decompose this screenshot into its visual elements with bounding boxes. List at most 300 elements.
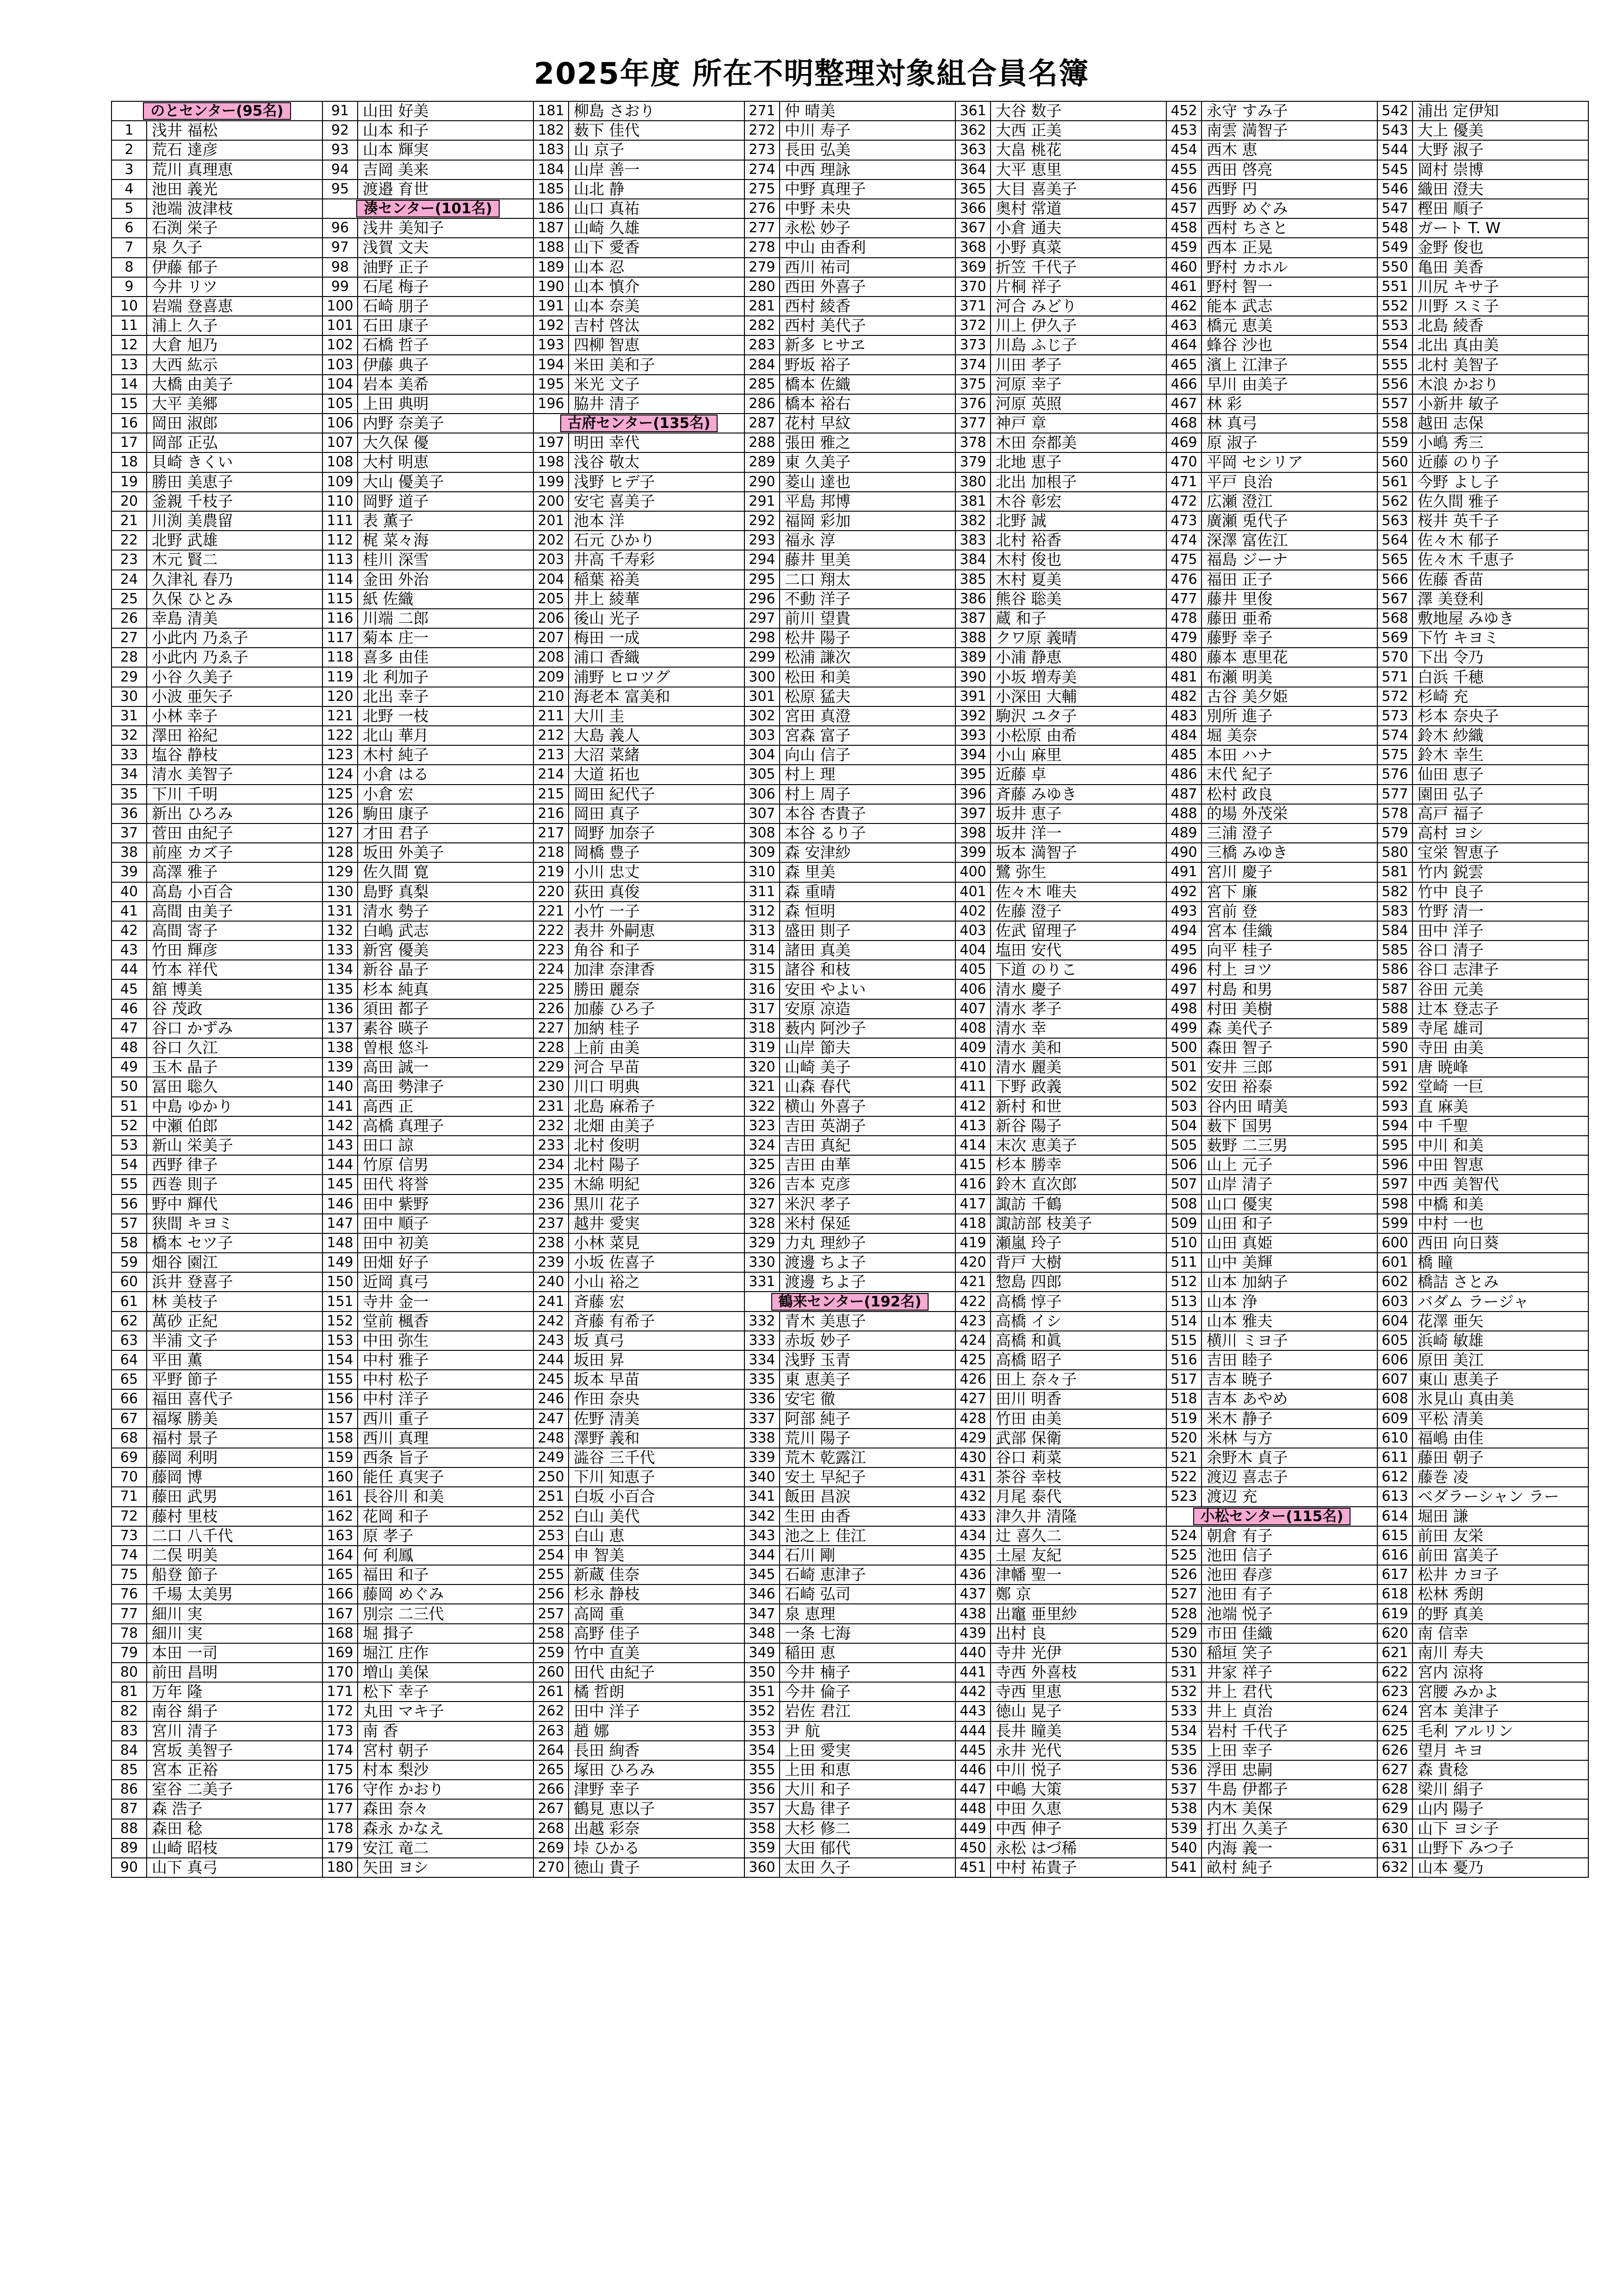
- member-name: 西巻 則子: [147, 1175, 322, 1194]
- member-number: 121: [322, 706, 358, 726]
- member-name: 野中 輝代: [147, 1194, 322, 1214]
- member-number: 488: [1166, 804, 1202, 823]
- member-name: 塩田 安代: [991, 941, 1166, 960]
- member-name: 井上 君代: [1202, 1682, 1377, 1702]
- member-number: 577: [1377, 785, 1412, 804]
- member-name: 福田 和子: [358, 1565, 533, 1584]
- roster-row: [112, 1116, 1588, 1136]
- member-number: 624: [1377, 1702, 1412, 1721]
- member-number: 110: [322, 492, 358, 511]
- member-number: 40: [112, 882, 147, 902]
- member-number: 264: [533, 1741, 569, 1760]
- member-number: 31: [112, 706, 147, 726]
- member-name: 玉木 晶子: [147, 1058, 322, 1077]
- member-name: 牛島 伊都子: [1202, 1780, 1377, 1799]
- member-name: 松井 陽子: [780, 628, 955, 648]
- member-number: 47: [112, 1019, 147, 1038]
- member-number: 413: [955, 1116, 991, 1136]
- member-number: 503: [1166, 1097, 1202, 1116]
- member-name: 前田 友栄: [1412, 1526, 1588, 1546]
- member-name: 木村 純子: [358, 745, 533, 765]
- member-number: 132: [322, 921, 358, 941]
- member-name: 脇井 清子: [569, 394, 744, 414]
- member-name: 西田 向日葵: [1412, 1233, 1588, 1253]
- member-number: 378: [955, 433, 991, 452]
- member-name: 北島 綾香: [1412, 316, 1588, 335]
- member-number: 59: [112, 1253, 147, 1272]
- member-number: 517: [1166, 1370, 1202, 1389]
- member-name: バダム ラージャ: [1412, 1292, 1588, 1311]
- member-number: 353: [744, 1721, 780, 1741]
- member-name: 小松原 由希: [991, 726, 1166, 745]
- member-name: 高西 正: [358, 1097, 533, 1116]
- member-number: 603: [1377, 1292, 1412, 1311]
- roster-row: [112, 1643, 1588, 1663]
- member-number: 543: [1377, 121, 1412, 140]
- member-name: 田中 洋子: [569, 1702, 744, 1721]
- member-number: 75: [112, 1565, 147, 1584]
- member-name: 廣瀬 兎代子: [1202, 511, 1377, 531]
- member-number: 452: [1166, 101, 1202, 121]
- member-name: 大畠 桃花: [991, 140, 1166, 160]
- member-number: 282: [744, 316, 780, 335]
- member-number: 291: [744, 492, 780, 511]
- member-number: 203: [533, 550, 569, 569]
- member-name: 加津 奈津香: [569, 960, 744, 979]
- member-name: 西村 ちさと: [1202, 218, 1377, 238]
- member-name: 内木 美保: [1202, 1799, 1377, 1819]
- member-name: 北野 一枝: [358, 706, 533, 726]
- member-number: 341: [744, 1487, 780, 1506]
- member-name: 竹原 信男: [358, 1155, 533, 1175]
- member-name: 安井 三郎: [1202, 1058, 1377, 1077]
- member-number: 410: [955, 1058, 991, 1077]
- member-name: 坂本 早苗: [569, 1370, 744, 1389]
- roster-row: [112, 218, 1588, 238]
- member-name: 前田 富美子: [1412, 1546, 1588, 1565]
- member-number: 529: [1166, 1624, 1202, 1643]
- member-name: 花澤 亜矢: [1412, 1312, 1588, 1331]
- member-number: 217: [533, 823, 569, 843]
- roster-row: [112, 355, 1588, 374]
- roster-row: [112, 1370, 1588, 1389]
- member-number: 598: [1377, 1194, 1412, 1214]
- member-number: 471: [1166, 472, 1202, 492]
- roster-row: [112, 1663, 1588, 1682]
- member-number: 325: [744, 1155, 780, 1175]
- member-number: 44: [112, 960, 147, 979]
- roster-row: [112, 1526, 1588, 1546]
- member-number: 136: [322, 999, 358, 1019]
- member-name: 中田 智恵: [1412, 1155, 1588, 1175]
- member-number: 626: [1377, 1741, 1412, 1760]
- center-header-label: 小松センター(115名): [1193, 1508, 1351, 1525]
- member-number: 204: [533, 570, 569, 589]
- member-number: 465: [1166, 355, 1202, 374]
- member-number: 300: [744, 667, 780, 687]
- member-number: 278: [744, 238, 780, 257]
- member-name: 岡村 崇博: [1412, 160, 1588, 179]
- member-number: 309: [744, 843, 780, 862]
- member-number: 619: [1377, 1604, 1412, 1623]
- member-number: 166: [322, 1584, 358, 1604]
- member-number: 103: [322, 355, 358, 374]
- member-name: 向平 桂子: [1202, 941, 1377, 960]
- roster-row: [112, 394, 1588, 414]
- member-number: 251: [533, 1487, 569, 1506]
- member-name: 清水 勢子: [358, 902, 533, 921]
- member-name: 平戸 良治: [1202, 472, 1377, 492]
- member-number: 409: [955, 1038, 991, 1058]
- member-number: 196: [533, 394, 569, 414]
- member-number: 216: [533, 804, 569, 823]
- member-number: 615: [1377, 1526, 1412, 1546]
- member-name: 大川 圭: [569, 706, 744, 726]
- member-name: 諏訪部 枝美子: [991, 1214, 1166, 1233]
- member-number: 407: [955, 999, 991, 1019]
- member-number: 587: [1377, 979, 1412, 999]
- member-number: 531: [1166, 1663, 1202, 1682]
- member-name: 藤田 亜希: [1202, 609, 1377, 628]
- member-name: 小波 亜矢子: [147, 687, 322, 706]
- member-name: 長田 絢香: [569, 1741, 744, 1760]
- member-number: 612: [1377, 1467, 1412, 1487]
- member-name: 森 恒明: [780, 902, 955, 921]
- member-number: 285: [744, 375, 780, 394]
- member-number: 364: [955, 160, 991, 179]
- member-name: 中 千聖: [1412, 1116, 1588, 1136]
- member-number: 611: [1377, 1448, 1412, 1467]
- member-number: 388: [955, 628, 991, 648]
- roster-row: [112, 1565, 1588, 1584]
- member-roster-table: [111, 101, 1589, 1878]
- member-number: 574: [1377, 726, 1412, 745]
- member-number: 545: [1377, 160, 1412, 179]
- member-name: 津久井 清隆: [991, 1507, 1166, 1526]
- member-number: 164: [322, 1546, 358, 1565]
- roster-row: [112, 1058, 1588, 1077]
- member-number: 372: [955, 316, 991, 335]
- member-number: 95: [322, 179, 358, 199]
- roster-row: [112, 511, 1588, 531]
- member-number: 138: [322, 1038, 358, 1058]
- roster-row: [112, 1155, 1588, 1175]
- member-name: 細川 実: [147, 1624, 322, 1643]
- member-name: 安原 凉造: [780, 999, 955, 1019]
- member-name: 北出 真由美: [1412, 335, 1588, 355]
- member-name: 尹 航: [780, 1721, 955, 1741]
- member-name: 新多 ヒサヱ: [780, 335, 955, 355]
- member-name: 金野 俊也: [1412, 238, 1588, 257]
- member-number: 499: [1166, 1019, 1202, 1038]
- roster-row: [112, 941, 1588, 960]
- member-name: 荒川 真理恵: [147, 160, 322, 179]
- member-name: 谷田 元美: [1412, 979, 1588, 999]
- member-name: 白浜 千穂: [1412, 667, 1588, 687]
- member-name: 白坂 小百合: [569, 1487, 744, 1506]
- member-name: 松田 和美: [780, 667, 955, 687]
- member-number: 618: [1377, 1584, 1412, 1604]
- member-number: 126: [322, 804, 358, 823]
- roster-row: [112, 726, 1588, 745]
- member-name: 中西 伸子: [991, 1819, 1166, 1838]
- member-number: 188: [533, 238, 569, 257]
- member-number: 257: [533, 1604, 569, 1623]
- member-name: 藤巻 凌: [1412, 1467, 1588, 1487]
- member-number: 15: [112, 394, 147, 414]
- member-number: 243: [533, 1331, 569, 1350]
- member-number: 599: [1377, 1214, 1412, 1233]
- member-number: 556: [1377, 375, 1412, 394]
- member-name: 仲 晴美: [780, 101, 955, 121]
- member-name: 伊藤 郁子: [147, 258, 322, 277]
- member-name: 西条 旨子: [358, 1448, 533, 1467]
- member-name: 菅田 由紀子: [147, 823, 322, 843]
- member-name: 毛利 アルリン: [1412, 1721, 1588, 1741]
- member-number: 572: [1377, 687, 1412, 706]
- member-name: 小山 裕之: [569, 1272, 744, 1292]
- roster-row: [112, 335, 1588, 355]
- member-name: 西野 円: [1202, 179, 1377, 199]
- member-name: 別所 進子: [1202, 706, 1377, 726]
- member-name: 大田 郁代: [780, 1838, 955, 1858]
- member-number: 155: [322, 1370, 358, 1389]
- member-number: 38: [112, 843, 147, 862]
- member-number: 53: [112, 1136, 147, 1155]
- member-name: 山下 真弓: [147, 1858, 322, 1877]
- member-number: 336: [744, 1389, 780, 1409]
- member-name: 西野 めぐみ: [1202, 199, 1377, 218]
- member-name: 池端 悦子: [1202, 1604, 1377, 1623]
- member-name: 下竹 キヨミ: [1412, 628, 1588, 648]
- member-name: 二口 八千代: [147, 1526, 322, 1546]
- member-name: 田畑 好子: [358, 1253, 533, 1272]
- member-name: 細川 実: [147, 1604, 322, 1623]
- member-number: 171: [322, 1682, 358, 1702]
- member-number: 581: [1377, 862, 1412, 882]
- member-name: 山森 春代: [780, 1077, 955, 1096]
- member-name: 南 信幸: [1412, 1624, 1588, 1643]
- member-number: 347: [744, 1604, 780, 1623]
- member-name: 後山 光子: [569, 609, 744, 628]
- roster-row: [112, 843, 1588, 862]
- member-number: 473: [1166, 511, 1202, 531]
- member-number: 397: [955, 804, 991, 823]
- member-number: 464: [1166, 335, 1202, 355]
- member-name: 浦上 久子: [147, 316, 322, 335]
- member-name: 石橋 哲子: [358, 335, 533, 355]
- member-number: 422: [955, 1292, 991, 1311]
- member-number: 457: [1166, 199, 1202, 218]
- member-name: 大谷 数子: [991, 101, 1166, 121]
- member-number: 268: [533, 1819, 569, 1838]
- member-name: 山岸 節夫: [780, 1038, 955, 1058]
- member-number: 622: [1377, 1663, 1412, 1682]
- member-name: 紙 佐織: [358, 589, 533, 609]
- member-name: 杉本 純真: [358, 979, 533, 999]
- member-number: 52: [112, 1116, 147, 1136]
- member-name: 山本 憂乃: [1412, 1858, 1588, 1877]
- member-name: 大道 拓也: [569, 765, 744, 784]
- member-number: 468: [1166, 414, 1202, 433]
- member-name: 伊藤 典子: [358, 355, 533, 374]
- roster-row: [112, 121, 1588, 140]
- member-name: 末次 恵美子: [991, 1136, 1166, 1155]
- member-number: 299: [744, 648, 780, 667]
- member-number: 210: [533, 687, 569, 706]
- member-number: 512: [1166, 1272, 1202, 1292]
- member-name: 澤田 裕紀: [147, 726, 322, 745]
- member-name: 仙田 恵子: [1412, 765, 1588, 784]
- member-number: 45: [112, 979, 147, 999]
- member-name: 市田 佳織: [1202, 1624, 1377, 1643]
- member-number: 334: [744, 1350, 780, 1370]
- member-name: 浅野 玉青: [780, 1350, 955, 1370]
- member-name: 山中 美輝: [1202, 1253, 1377, 1272]
- member-name: 安江 竜二: [358, 1838, 533, 1858]
- member-number: 231: [533, 1097, 569, 1116]
- member-name: 石崎 恵津子: [780, 1565, 955, 1584]
- member-name: 宮川 慶子: [1202, 862, 1377, 882]
- member-name: 中村 洋子: [358, 1389, 533, 1409]
- member-number: 128: [322, 843, 358, 862]
- member-name: 池田 信子: [1202, 1546, 1377, 1565]
- member-number: 518: [1166, 1389, 1202, 1409]
- member-number: 607: [1377, 1370, 1412, 1389]
- member-name: 小浦 静恵: [991, 648, 1166, 667]
- member-number: 54: [112, 1155, 147, 1175]
- roster-row: [112, 179, 1588, 199]
- member-number: 584: [1377, 921, 1412, 941]
- member-name: 表 薫子: [358, 511, 533, 531]
- member-name: 岡野 加奈子: [569, 823, 744, 843]
- member-name: 南雲 満智子: [1202, 121, 1377, 140]
- member-name: 堀 美奈: [1202, 726, 1377, 745]
- roster-row: [112, 1838, 1588, 1858]
- member-name: 直 麻美: [1412, 1097, 1588, 1116]
- member-number: 496: [1166, 960, 1202, 979]
- member-name: 佐久間 寛: [358, 862, 533, 882]
- center-header: [112, 101, 322, 121]
- roster-row: [112, 297, 1588, 316]
- member-name: 西川 祐司: [780, 258, 955, 277]
- roster-row: [112, 160, 1588, 179]
- member-number: 228: [533, 1038, 569, 1058]
- member-number: 32: [112, 726, 147, 745]
- member-number: 561: [1377, 472, 1412, 492]
- member-name: 浅野 ヒデ子: [569, 472, 744, 492]
- member-number: 436: [955, 1565, 991, 1584]
- member-number: 553: [1377, 316, 1412, 335]
- member-name: 永松 はづ稀: [991, 1838, 1166, 1858]
- member-number: 408: [955, 1019, 991, 1038]
- roster-row: [112, 1507, 1588, 1526]
- member-number: 34: [112, 765, 147, 784]
- member-name: 守作 かおり: [358, 1780, 533, 1799]
- member-number: 189: [533, 258, 569, 277]
- member-name: 堀田 謙: [1412, 1507, 1588, 1526]
- member-number: 246: [533, 1389, 569, 1409]
- member-name: 澤 美登利: [1412, 589, 1588, 609]
- member-name: 河原 幸子: [991, 375, 1166, 394]
- roster-row: [112, 238, 1588, 257]
- member-name: 的野 真美: [1412, 1604, 1588, 1623]
- member-name: 畑谷 園江: [147, 1253, 322, 1272]
- member-number: 449: [955, 1819, 991, 1838]
- member-name: 河原 英照: [991, 394, 1166, 414]
- member-number: 293: [744, 531, 780, 550]
- member-number: 421: [955, 1272, 991, 1292]
- member-number: 294: [744, 550, 780, 569]
- member-number: 509: [1166, 1214, 1202, 1233]
- member-number: 82: [112, 1702, 147, 1721]
- member-number: 318: [744, 1019, 780, 1038]
- member-name: 安宅 徹: [780, 1389, 955, 1409]
- member-number: 263: [533, 1721, 569, 1741]
- member-number: 56: [112, 1194, 147, 1214]
- member-number: 124: [322, 765, 358, 784]
- member-number: 502: [1166, 1077, 1202, 1096]
- member-number: 375: [955, 375, 991, 394]
- member-name: 高村 ヨシ: [1412, 823, 1588, 843]
- member-number: 284: [744, 355, 780, 374]
- member-name: 木村 夏美: [991, 570, 1166, 589]
- roster-row: [112, 745, 1588, 765]
- member-number: 369: [955, 258, 991, 277]
- member-number: 242: [533, 1312, 569, 1331]
- member-name: 菊本 庄一: [358, 628, 533, 648]
- member-name: 鄭 京: [991, 1584, 1166, 1604]
- member-name: 望月 キヨ: [1412, 1741, 1588, 1760]
- member-name: 新谷 晶子: [358, 960, 533, 979]
- member-number: 395: [955, 765, 991, 784]
- member-name: 宮川 清子: [147, 1721, 322, 1741]
- roster-row: [112, 1038, 1588, 1058]
- member-name: 田口 諒: [358, 1136, 533, 1155]
- member-name: 谷 茂政: [147, 999, 322, 1019]
- member-name: 素谷 暎子: [358, 1019, 533, 1038]
- member-name: 川端 二郎: [358, 609, 533, 628]
- member-name: 大久保 優: [358, 433, 533, 452]
- member-number: 629: [1377, 1799, 1412, 1819]
- member-number: 260: [533, 1663, 569, 1682]
- member-number: 3: [112, 160, 147, 179]
- member-name: 野坂 裕子: [780, 355, 955, 374]
- member-number: 462: [1166, 297, 1202, 316]
- member-number: 580: [1377, 843, 1412, 862]
- member-name: 森 安津紗: [780, 843, 955, 862]
- member-name: 山内 陽子: [1412, 1799, 1588, 1819]
- member-name: 宮本 美津子: [1412, 1702, 1588, 1721]
- member-name: 木綿 明紀: [569, 1175, 744, 1194]
- member-name: 亀田 美香: [1412, 258, 1588, 277]
- member-name: 下川 千明: [147, 785, 322, 804]
- member-number: 159: [322, 1448, 358, 1467]
- member-number: 19: [112, 472, 147, 492]
- member-number: 428: [955, 1409, 991, 1429]
- member-number: 120: [322, 687, 358, 706]
- member-number: 255: [533, 1565, 569, 1584]
- member-number: 119: [322, 667, 358, 687]
- member-name: 寺尾 雄司: [1412, 1019, 1588, 1038]
- member-number: 205: [533, 589, 569, 609]
- member-number: 142: [322, 1116, 358, 1136]
- member-name: 佐野 清美: [569, 1409, 744, 1429]
- member-number: 569: [1377, 628, 1412, 648]
- member-name: 北出 幸子: [358, 687, 533, 706]
- member-number: 477: [1166, 589, 1202, 609]
- member-name: 大村 明恵: [358, 452, 533, 472]
